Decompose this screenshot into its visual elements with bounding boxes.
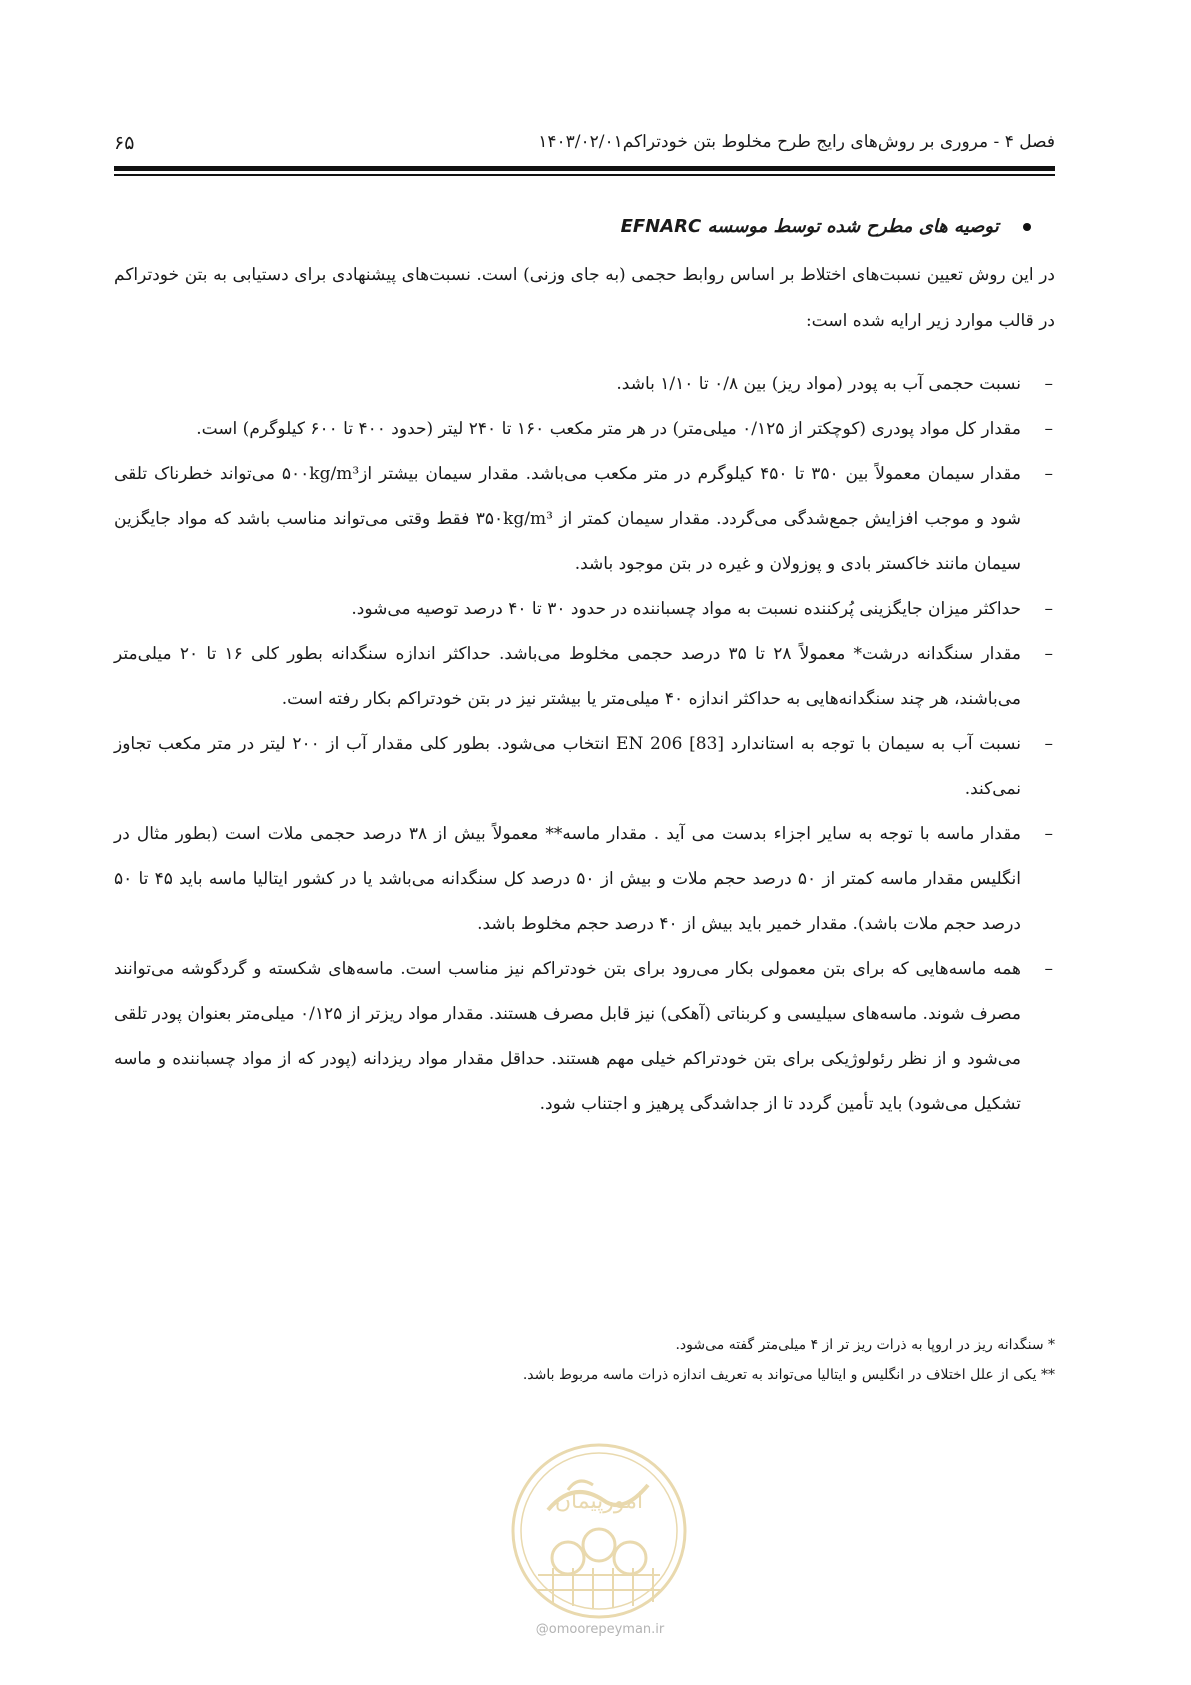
intro-paragraph: در این روش تعیین نسبت‌های اختلاط بر اساس روابط حجمی (به جای وزنی) است. نسبت‌های پیشنهادی برای دستیابی به بتن خودتراکم در قالب موارد زیر ارایه شده است: <box>114 265 1055 331</box>
header-rule-thin <box>114 174 1055 176</box>
list-item-text: نسبت آب به سیمان با توجه به استاندارد EN 206 [83] انتخاب می‌شود. بطور کلی مقدار آب از ۲۰۰ لیتر در متر مکعب تجاوز نمی‌کند. <box>114 734 1021 799</box>
section-heading-acronym: EFNARC <box>620 216 702 237</box>
chapter-title: فصل ۴ - مروری بر روش‌های رایج طرح مخلوط بتن خودتراکم۱۴۰۳/۰۲/۰۱ <box>538 132 1055 152</box>
dash-icon: – <box>1044 464 1053 484</box>
footnote: * سنگدانه ریز در اروپا به ذرات ریز تر از ۴ میلی‌متر گفته می‌شود. <box>675 1337 1055 1353</box>
list-item <box>114 812 1055 947</box>
watermark-logo-icon <box>508 1440 690 1622</box>
list-item-text: مقدار ماسه با توجه به سایر اجزاء بدست می آید . مقدار ماسه** معمولاً بیش از ۳۸ درصد حجمی ملات است (بطور مثال در انگلیس مقدار ماسه کمتر از ۵۰ درصد حجم ملات و بیش از ۵۰ درصد کل سنگدانه می‌باشد یا در کشور ایتالیا ماسه باید ۴۵ تا ۵۰ درصد حجم ملات باشد). مقدار خمیر باید بیش از ۴۰ درصد حجم مخلوط باشد. <box>114 824 1022 934</box>
dash-icon: – <box>1044 734 1053 754</box>
list-item <box>114 632 1055 722</box>
list-item-text: نسبت حجمی آب به پودر (مواد ریز) بین ۰/۸ تا ۱/۱۰ باشد. <box>616 374 1021 394</box>
footnote: ** یکی از علل اختلاف در انگلیس و ایتالیا می‌تواند به تعریف اندازه ذرات ماسه مربوط باشد. <box>522 1367 1055 1383</box>
dash-icon: – <box>1044 599 1053 619</box>
main-content <box>114 208 1055 1127</box>
list-item-text: مقدار کل مواد پودری (کوچکتر از ۰/۱۲۵ میلی‌متر) در هر متر مکعب ۱۶۰ تا ۲۴۰ لیتر (حدود ۴۰۰ تا ۶۰۰ کیلوگرم) است. <box>196 419 1021 439</box>
page-number: ۶۵ <box>114 132 135 154</box>
bullet-icon <box>1023 223 1031 231</box>
list-item-text: همه ماسه‌هایی که برای بتن معمولی بکار می‌رود برای بتن خودتراکم نیز مناسب است. ماسه‌های شکسته و گردگوشه می‌توانند مصرف شوند. ماسه‌های سیلیسی و کربناتی (آهکی) نیز قابل مصرف هستند. مقدار مواد ریزتر از ۰/۱۲۵ میلی‌متر بعنوان پودر تلقی می‌شود و از نظر رئولوژیکی برای بتن خودتراکم خیلی مهم هستند. حداقل مقدار مواد ریزدانه (پودر که از مواد چسباننده و ماسه تشکیل می‌شود) باید تأمین گردد تا از جداشدگی پرهیز و اجتناب شود. <box>114 959 1021 1114</box>
footnotes <box>523 1330 1055 1390</box>
header-rule-thick <box>114 166 1055 171</box>
recommendation-list <box>114 362 1055 1127</box>
section-heading <box>114 208 1031 246</box>
dash-icon: – <box>1044 959 1053 979</box>
list-item <box>114 722 1055 812</box>
list-item <box>114 452 1055 587</box>
list-item <box>114 362 1055 407</box>
dash-icon: – <box>1044 824 1053 844</box>
list-item-text: حداکثر میزان جایگزینی پُرکننده نسبت به مواد چسباننده در حدود ۳۰ تا ۴۰ درصد توصیه می‌شود. <box>351 599 1021 619</box>
list-item-text: مقدار سنگدانه درشت* معمولاً ۲۸ تا ۳۵ درصد حجمی مخلوط می‌باشد. حداکثر اندازه سنگدانه بطور کلی ۱۶ تا ۲۰ میلی‌متر می‌باشند، هر چند سنگدانه‌هایی به حداکثر اندازه ۴۰ میلی‌متر یا بیشتر نیز در بتن خودتراکم بکار رفته است. <box>114 644 1022 709</box>
dash-icon: – <box>1044 419 1053 439</box>
list-item-text: مقدار سیمان معمولاً بین ۳۵۰ تا ۴۵۰ کیلوگرم در متر مکعب می‌باشد. مقدار سیمان بیشتر از۵۰۰kg/m³ می‌تواند خطرناک تلقی شود و موجب افزایش جمع‌شدگی می‌گردد. مقدار سیمان کمتر از ۳۵۰kg/m³ فقط وقتی می‌تواند مناسب باشد که مواد جایگزین سیمان مانند خاکستر بادی و پوزولان و غیره در بتن موجود باشد. <box>114 464 1022 574</box>
dash-icon: – <box>1044 644 1053 664</box>
watermark-site: @omoorepeyman.ir <box>535 1622 665 1637</box>
page-header <box>114 128 1055 158</box>
watermark-logo-text: امورپیمان <box>554 1489 644 1514</box>
dash-icon: – <box>1044 374 1053 394</box>
section-heading-text: توصیه های مطرح شده توسط موسسه <box>707 216 999 237</box>
list-item <box>114 947 1055 1127</box>
list-item <box>114 407 1055 452</box>
list-item <box>114 587 1055 632</box>
